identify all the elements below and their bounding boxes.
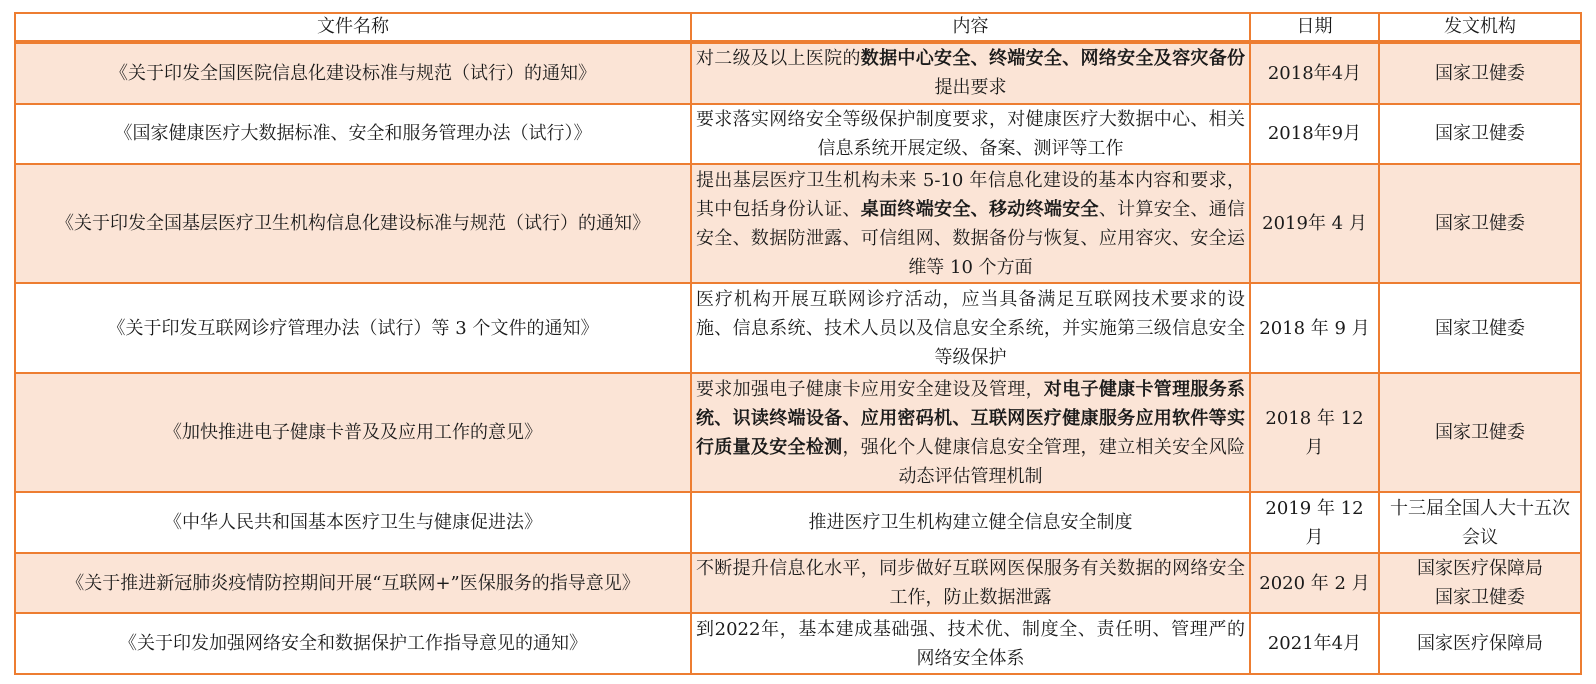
content-text: 、计算安全、通信安全、数据防泄露、可信组网、数据备份与恢复、应用容灾、安全运维等 10 个方面 [696, 198, 1246, 278]
issuing-agency-cell [1379, 283, 1581, 373]
agency-name: 国家医疗保障局 [1417, 558, 1543, 580]
header-document-name: 文件名称 [15, 13, 691, 42]
document-name-cell: 《加快推进电子健康卡普及及应用工作的意见》 [15, 373, 691, 492]
agency-name: 国家医疗保障局 [1417, 633, 1543, 655]
document-name-cell: 《关于印发全国医院信息化建设标准与规范（试行）的通知》 [15, 42, 691, 104]
content-cell [691, 373, 1250, 492]
content-cell [691, 283, 1250, 373]
content-cell [691, 42, 1250, 104]
agency-name: 国家卫健委 [1435, 422, 1525, 444]
content-text: 不断提升信息化水平，同步做好互联网医保服务有关数据的网络安全工作，防止数据泄露 [696, 558, 1245, 609]
issuing-agency-cell [1379, 373, 1581, 492]
agency-name: 国家卫健委 [1435, 317, 1525, 339]
content-text: 要求落实网络安全等级保护制度要求，对健康医疗大数据中心、相关信息系统开展定级、备案、测评等工作 [696, 108, 1245, 159]
date-cell: 2018 年 12 月 [1250, 373, 1379, 492]
header-date: 日期 [1250, 13, 1379, 42]
content-emphasis: 对电子健康卡管理服务系统、识读终端设备、应用密码机、互联网医疗健康服务应用软件等实行质量及安全检测 [696, 378, 1246, 458]
document-name-cell: 《中华人民共和国基本医疗卫生与健康促进法》 [15, 492, 691, 553]
table-row [15, 492, 1581, 553]
content-emphasis: 数据中心安全、终端安全、网络安全及容灾备份 [860, 48, 1246, 70]
issuing-agency-cell [1379, 553, 1581, 614]
agency-name: 国家卫健委 [1435, 62, 1525, 84]
table-row [15, 104, 1581, 165]
table-row [15, 553, 1581, 614]
content-cell [691, 104, 1250, 165]
content-cell [691, 492, 1250, 553]
table-row [15, 283, 1581, 373]
issuing-agency-cell [1379, 613, 1581, 674]
content-text: 对二级及以上医院的 [696, 48, 861, 70]
date-cell: 2019 年 12 月 [1250, 492, 1379, 553]
issuing-agency-cell [1379, 492, 1581, 553]
date-cell: 2021年4月 [1250, 613, 1379, 674]
content-cell [691, 553, 1250, 614]
document-name-cell: 《关于推进新冠肺炎疫情防控期间开展“互联网+”医保服务的指导意见》 [15, 553, 691, 614]
document-name-cell: 《关于印发全国基层医疗卫生机构信息化建设标准与规范（试行）的通知》 [15, 164, 691, 283]
content-text: 提出要求 [934, 77, 1007, 99]
content-text: 提出基层医疗卫生机构未来 5-10 年信息化建设的基本内容和要求，其中包括身份认证、 [696, 169, 1245, 220]
content-text: 医疗机构开展互联网诊疗活动，应当具备满足互联网技术要求的设施、信息系统、技术人员以及信息安全系统，并实施第三级信息安全等级保护 [696, 288, 1245, 368]
content-text: 要求加强电子健康卡应用安全建设及管理， [696, 378, 1044, 400]
header-issuing-agency: 发文机构 [1379, 13, 1581, 42]
table-header [15, 13, 1581, 42]
table-body [15, 42, 1581, 674]
header-row [15, 13, 1581, 42]
content-cell [691, 164, 1250, 283]
document-name-cell: 《国家健康医疗大数据标准、安全和服务管理办法（试行）》 [15, 104, 691, 165]
content-cell [691, 613, 1250, 674]
date-cell: 2018年4月 [1250, 42, 1379, 104]
table-row [15, 42, 1581, 104]
date-cell: 2020 年 2 月 [1250, 553, 1379, 614]
agency-name: 国家卫健委 [1435, 123, 1525, 145]
content-text: 推进医疗卫生机构建立健全信息安全制度 [808, 512, 1133, 534]
table-row [15, 164, 1581, 283]
date-cell: 2018年9月 [1250, 104, 1379, 165]
content-emphasis: 桌面终端安全、移动终端安全 [860, 198, 1099, 220]
agency-name: 十三届全国人大十五次会议 [1390, 497, 1570, 548]
agency-name: 国家卫健委 [1435, 587, 1525, 609]
policy-table [14, 12, 1582, 675]
agency-name: 国家卫健委 [1435, 213, 1525, 235]
document-name-cell: 《关于印发加强网络安全和数据保护工作指导意见的通知》 [15, 613, 691, 674]
date-cell: 2018 年 9 月 [1250, 283, 1379, 373]
table-row [15, 373, 1581, 492]
content-text: ，强化个人健康信息安全管理，建立相关安全风险动态评估管理机制 [842, 436, 1245, 487]
document-name-cell: 《关于印发互联网诊疗管理办法（试行）等 3 个文件的通知》 [15, 283, 691, 373]
content-text: 到2022年，基本建成基础强、技术优、制度全、责任明、管理严的网络安全体系 [696, 618, 1245, 669]
issuing-agency-cell [1379, 42, 1581, 104]
header-content: 内容 [691, 13, 1250, 42]
date-cell: 2019年 4 月 [1250, 164, 1379, 283]
table-row [15, 613, 1581, 674]
issuing-agency-cell [1379, 164, 1581, 283]
issuing-agency-cell [1379, 104, 1581, 165]
